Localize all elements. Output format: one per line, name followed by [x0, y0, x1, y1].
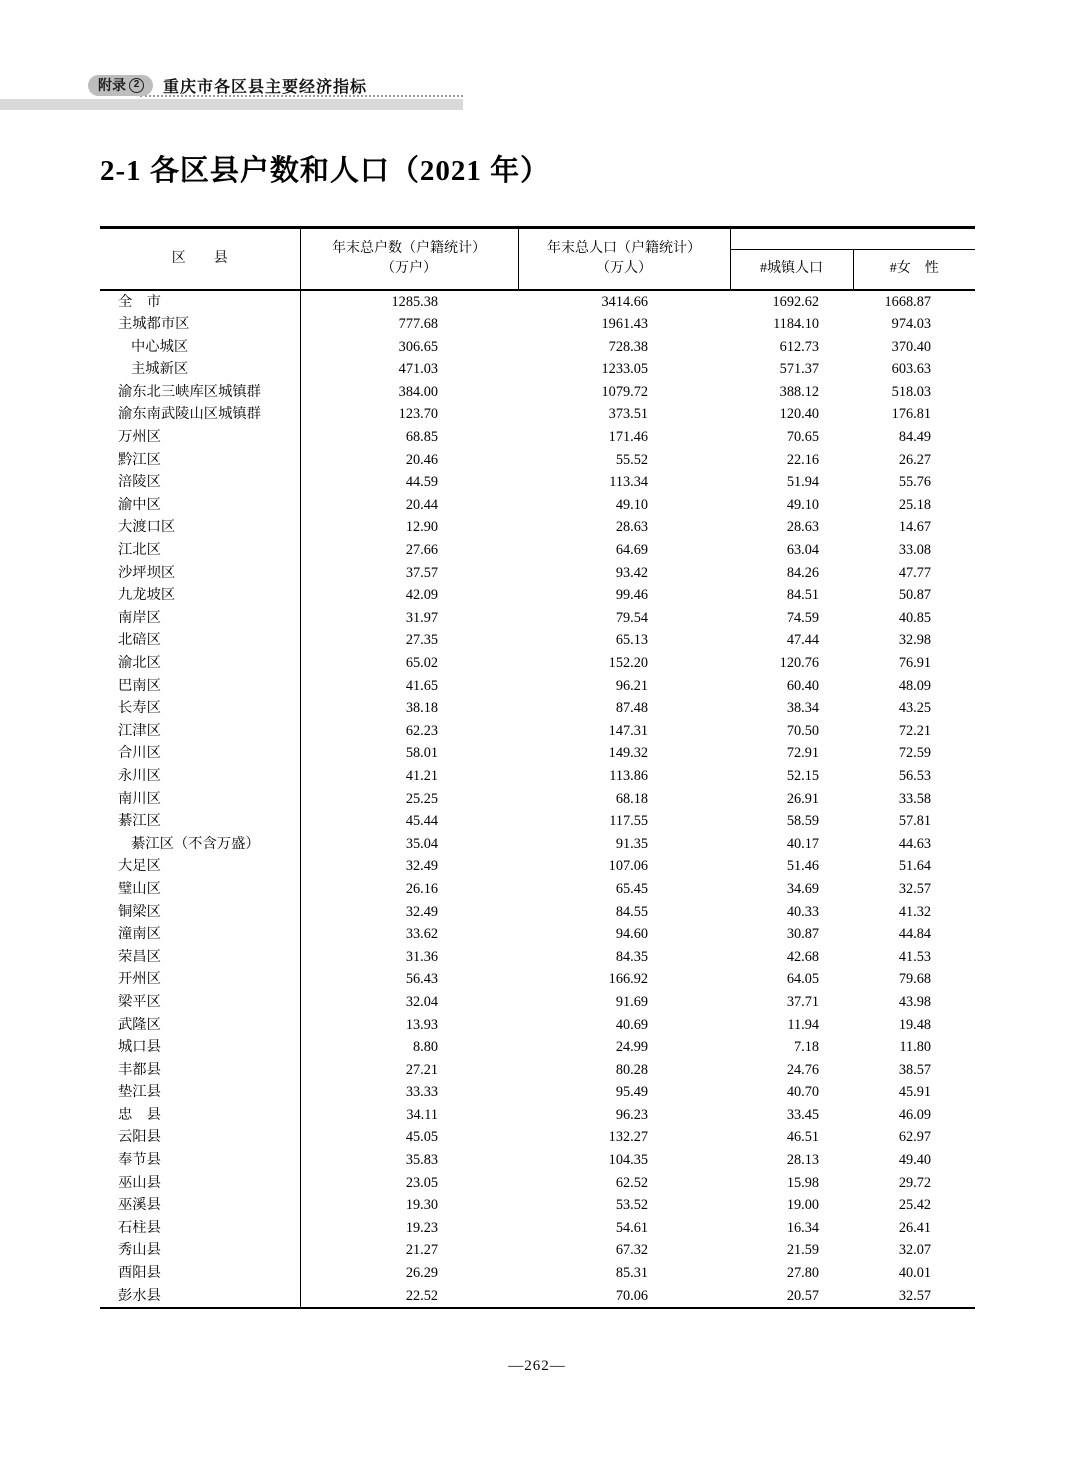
region-name: 江北区	[100, 539, 300, 562]
table-row	[100, 494, 975, 517]
value-cell: 22.52	[405, 1287, 438, 1304]
value-cell: 33.58	[898, 790, 931, 807]
region-name: 渝东南武陵山区城镇群	[100, 403, 300, 426]
value-cell: 104.35	[608, 1152, 648, 1169]
region-name: 南川区	[100, 788, 300, 811]
region-name: 秀山县	[100, 1239, 300, 1262]
population-table	[100, 226, 975, 1309]
value-cell: 43.98	[898, 993, 931, 1010]
table-row	[100, 1081, 975, 1104]
value-cell: 40.01	[898, 1265, 931, 1282]
value-cell: 55.52	[615, 451, 648, 468]
value-cell: 28.13	[786, 1152, 819, 1169]
region-name: 主城都市区	[100, 313, 300, 336]
value-cell: 79.68	[898, 971, 931, 988]
value-cell: 21.59	[786, 1242, 819, 1259]
value-cell: 57.81	[898, 813, 931, 830]
value-cell: 47.44	[786, 632, 819, 649]
value-cell: 96.23	[615, 1106, 648, 1123]
value-cell: 70.50	[786, 722, 819, 739]
value-cell: 37.57	[405, 564, 438, 581]
value-cell: 471.03	[398, 361, 438, 378]
col-header-region-label: 区 县	[171, 250, 228, 266]
value-cell: 70.65	[786, 429, 819, 446]
value-cell: 26.41	[898, 1219, 931, 1236]
value-cell: 3414.66	[601, 293, 648, 310]
value-cell: 25.18	[898, 496, 931, 513]
value-cell: 120.76	[779, 655, 819, 671]
region-name: 忠 县	[100, 1104, 300, 1127]
region-name: 长寿区	[100, 697, 300, 720]
region-name: 璧山区	[100, 878, 300, 901]
value-cell: 32.98	[898, 632, 931, 649]
table-row	[100, 765, 975, 788]
value-cell: 60.40	[786, 677, 819, 694]
region-name: 石柱县	[100, 1217, 300, 1240]
value-cell: 85.31	[615, 1265, 648, 1282]
region-name: 中心城区	[100, 336, 300, 359]
value-cell: 34.11	[406, 1106, 438, 1123]
value-cell: 64.69	[615, 542, 648, 559]
region-name: 垫江县	[100, 1081, 300, 1104]
value-cell: 51.64	[898, 858, 931, 875]
value-cell: 38.57	[898, 1061, 931, 1078]
table-row	[100, 471, 975, 494]
table-header	[100, 228, 975, 290]
value-cell: 32.07	[898, 1242, 931, 1259]
value-cell: 58.01	[405, 745, 438, 762]
subheader-spacer	[730, 228, 975, 250]
value-cell: 603.63	[891, 361, 931, 378]
region-name: 巫溪县	[100, 1194, 300, 1217]
region-name: 荣昌区	[100, 946, 300, 969]
value-cell: 51.46	[786, 858, 819, 875]
value-cell: 40.85	[898, 609, 931, 626]
value-cell: 171.46	[608, 429, 648, 446]
value-cell: 123.70	[398, 406, 438, 423]
value-cell: 41.32	[898, 903, 931, 920]
doc-header	[88, 74, 367, 97]
value-cell: 11.94	[787, 1016, 819, 1033]
value-cell: 99.46	[615, 587, 648, 604]
region-name: 北碚区	[100, 629, 300, 652]
value-cell: 37.71	[786, 993, 819, 1010]
value-cell: 52.15	[786, 767, 819, 784]
value-cell: 152.20	[608, 655, 648, 671]
value-cell: 35.83	[405, 1152, 438, 1169]
table-row	[100, 1217, 975, 1240]
table-header-row-1	[100, 228, 975, 250]
appendix-badge-label: 附录	[98, 77, 126, 94]
value-cell: 113.86	[609, 767, 648, 784]
value-cell: 91.35	[615, 835, 648, 852]
col-header-population-line1: 年末总人口（户籍统计）	[547, 241, 701, 257]
value-cell: 132.27	[608, 1129, 648, 1146]
table-row	[100, 968, 975, 991]
value-cell: 41.21	[405, 767, 438, 784]
table-row	[100, 629, 975, 652]
value-cell: 12.90	[405, 519, 438, 536]
value-cell: 91.69	[615, 993, 648, 1010]
region-name: 丰都县	[100, 1059, 300, 1082]
page-title: 2-1 各区县户数和人口（2021 年）	[100, 155, 551, 187]
col-header-households	[300, 228, 518, 290]
table-row	[100, 358, 975, 381]
value-cell: 38.34	[786, 700, 819, 717]
value-cell: 21.27	[405, 1242, 438, 1259]
value-cell: 24.99	[615, 1039, 648, 1056]
col-header-households-line2: （万户）	[381, 260, 437, 276]
table-row	[100, 1104, 975, 1127]
doc-header-title: 重庆市各区县主要经济指标	[163, 79, 368, 96]
value-cell: 14.67	[898, 519, 931, 536]
region-name: 黔江区	[100, 449, 300, 472]
value-cell: 20.44	[405, 496, 438, 513]
value-cell: 26.27	[898, 451, 931, 468]
table-row	[100, 584, 975, 607]
value-cell: 166.92	[608, 971, 648, 988]
table-row	[100, 742, 975, 765]
region-name: 渝中区	[100, 494, 300, 517]
value-cell: 72.91	[786, 745, 819, 762]
region-name: 沙坪坝区	[100, 562, 300, 585]
region-name: 万州区	[100, 426, 300, 449]
table-row	[100, 290, 975, 314]
value-cell: 68.85	[405, 429, 438, 446]
table-row	[100, 833, 975, 856]
value-cell: 32.49	[405, 903, 438, 920]
table-row	[100, 810, 975, 833]
table-row	[100, 855, 975, 878]
table-row	[100, 1014, 975, 1037]
value-cell: 373.51	[608, 406, 648, 423]
region-name: 酉阳县	[100, 1262, 300, 1285]
region-name: 大足区	[100, 855, 300, 878]
value-cell: 33.08	[898, 542, 931, 559]
table-row	[100, 607, 975, 630]
region-name: 九龙坡区	[100, 584, 300, 607]
value-cell: 62.97	[898, 1129, 931, 1146]
value-cell: 46.51	[786, 1129, 819, 1146]
value-cell: 120.40	[779, 406, 819, 423]
value-cell: 117.55	[609, 813, 648, 830]
table-row	[100, 1036, 975, 1059]
value-cell: 94.60	[615, 926, 648, 943]
table-row	[100, 1059, 975, 1082]
value-cell: 20.46	[405, 451, 438, 468]
value-cell: 26.29	[405, 1265, 438, 1282]
value-cell: 68.18	[615, 790, 648, 807]
value-cell: 51.94	[786, 474, 819, 491]
value-cell: 84.26	[786, 564, 819, 581]
value-cell: 370.40	[891, 338, 931, 355]
value-cell: 26.91	[786, 790, 819, 807]
value-cell: 30.87	[786, 926, 819, 943]
value-cell: 40.69	[615, 1016, 648, 1033]
value-cell: 7.18	[793, 1039, 819, 1056]
table-row	[100, 426, 975, 449]
col-header-population-line2: （万人）	[596, 260, 652, 276]
value-cell: 64.05	[786, 971, 819, 988]
table-row	[100, 697, 975, 720]
table-row	[100, 1239, 975, 1262]
appendix-badge	[88, 75, 153, 96]
table-row	[100, 991, 975, 1014]
region-name: 城口县	[100, 1036, 300, 1059]
value-cell: 176.81	[891, 406, 931, 423]
value-cell: 42.68	[786, 948, 819, 965]
table-row	[100, 946, 975, 969]
value-cell: 65.45	[615, 880, 648, 897]
region-name: 合川区	[100, 742, 300, 765]
table-row	[100, 1285, 975, 1309]
region-name: 大渡口区	[100, 516, 300, 539]
value-cell: 1079.72	[601, 383, 648, 400]
value-cell: 95.49	[615, 1084, 648, 1101]
value-cell: 44.84	[898, 926, 931, 943]
table-row	[100, 403, 975, 426]
value-cell: 38.18	[405, 700, 438, 717]
value-cell: 25.42	[898, 1197, 931, 1214]
region-name: 全 市	[100, 290, 300, 314]
value-cell: 20.57	[786, 1287, 819, 1304]
region-name: 梁平区	[100, 991, 300, 1014]
table-row	[100, 923, 975, 946]
value-cell: 31.36	[405, 948, 438, 965]
value-cell: 27.80	[786, 1265, 819, 1282]
table-row	[100, 1194, 975, 1217]
value-cell: 41.65	[405, 677, 438, 694]
value-cell: 13.93	[405, 1016, 438, 1033]
value-cell: 24.76	[786, 1061, 819, 1078]
table-row	[100, 1172, 975, 1195]
value-cell: 23.05	[405, 1174, 438, 1191]
value-cell: 65.13	[615, 632, 648, 649]
col-header-urban: #城镇人口	[730, 250, 853, 290]
value-cell: 147.31	[608, 722, 648, 739]
value-cell: 45.91	[898, 1084, 931, 1101]
region-name: 永川区	[100, 765, 300, 788]
value-cell: 93.42	[615, 564, 648, 581]
value-cell: 84.55	[615, 903, 648, 920]
value-cell: 54.61	[615, 1219, 648, 1236]
region-name: 渝东北三峡库区城镇群	[100, 381, 300, 404]
table-body	[100, 290, 975, 1309]
value-cell: 27.21	[405, 1061, 438, 1078]
value-cell: 113.34	[609, 474, 648, 491]
table-row	[100, 675, 975, 698]
value-cell: 96.21	[615, 677, 648, 694]
value-cell: 11.80	[899, 1039, 931, 1056]
value-cell: 384.00	[398, 383, 438, 400]
value-cell: 612.73	[779, 338, 819, 355]
value-cell: 27.66	[405, 542, 438, 559]
value-cell: 58.59	[786, 813, 819, 830]
page-number: —262—	[508, 1358, 566, 1374]
value-cell: 63.04	[786, 542, 819, 559]
region-name: 綦江区	[100, 810, 300, 833]
value-cell: 1961.43	[601, 316, 648, 333]
value-cell: 47.77	[898, 564, 931, 581]
table-row	[100, 788, 975, 811]
value-cell: 43.25	[898, 700, 931, 717]
region-name: 江津区	[100, 720, 300, 743]
value-cell: 74.59	[786, 609, 819, 626]
table-row	[100, 1262, 975, 1285]
value-cell: 1184.10	[773, 316, 819, 333]
value-cell: 48.09	[898, 677, 931, 694]
value-cell: 149.32	[608, 745, 648, 762]
value-cell: 26.16	[405, 880, 438, 897]
region-name: 铜梁区	[100, 901, 300, 924]
value-cell: 70.06	[615, 1287, 648, 1304]
value-cell: 50.87	[898, 587, 931, 604]
region-name: 云阳县	[100, 1126, 300, 1149]
value-cell: 72.59	[898, 745, 931, 762]
value-cell: 87.48	[615, 700, 648, 717]
value-cell: 16.34	[786, 1219, 819, 1236]
region-name: 开州区	[100, 968, 300, 991]
value-cell: 34.69	[786, 880, 819, 897]
table-row	[100, 516, 975, 539]
value-cell: 33.33	[405, 1084, 438, 1101]
region-name: 主城新区	[100, 358, 300, 381]
value-cell: 571.37	[779, 361, 819, 378]
value-cell: 35.04	[405, 835, 438, 852]
value-cell: 27.35	[405, 632, 438, 649]
value-cell: 32.57	[898, 1287, 931, 1304]
value-cell: 728.38	[608, 338, 648, 355]
value-cell: 76.91	[898, 655, 931, 671]
region-name: 巴南区	[100, 675, 300, 698]
value-cell: 49.10	[786, 496, 819, 513]
value-cell: 19.48	[898, 1016, 931, 1033]
table-row	[100, 901, 975, 924]
value-cell: 49.40	[898, 1152, 931, 1169]
value-cell: 84.51	[786, 587, 819, 604]
value-cell: 55.76	[898, 474, 931, 491]
value-cell: 19.23	[405, 1219, 438, 1236]
table-row	[100, 878, 975, 901]
value-cell: 974.03	[891, 316, 931, 333]
table-row	[100, 313, 975, 336]
value-cell: 53.52	[615, 1197, 648, 1214]
value-cell: 72.21	[898, 722, 931, 739]
col-header-region	[100, 228, 300, 290]
table-row	[100, 449, 975, 472]
col-header-population	[518, 228, 730, 290]
value-cell: 1233.05	[601, 361, 648, 378]
value-cell: 62.52	[615, 1174, 648, 1191]
region-name: 渝北区	[100, 652, 300, 675]
value-cell: 65.02	[405, 655, 438, 671]
value-cell: 1668.87	[884, 293, 931, 310]
value-cell: 49.10	[615, 496, 648, 513]
value-cell: 19.00	[786, 1197, 819, 1214]
value-cell: 46.09	[898, 1106, 931, 1123]
table-row	[100, 336, 975, 359]
value-cell: 41.53	[898, 948, 931, 965]
value-cell: 62.23	[405, 722, 438, 739]
table-row	[100, 539, 975, 562]
region-name: 彭水县	[100, 1285, 300, 1309]
value-cell: 518.03	[891, 383, 931, 400]
value-cell: 15.98	[786, 1174, 819, 1191]
value-cell: 1692.62	[772, 293, 819, 310]
value-cell: 31.97	[405, 609, 438, 626]
region-name: 涪陵区	[100, 471, 300, 494]
value-cell: 29.72	[898, 1174, 931, 1191]
appendix-badge-number: 2	[129, 78, 144, 93]
value-cell: 33.45	[786, 1106, 819, 1123]
value-cell: 306.65	[398, 338, 438, 355]
region-name: 奉节县	[100, 1149, 300, 1172]
region-name: 南岸区	[100, 607, 300, 630]
value-cell: 28.63	[786, 519, 819, 536]
value-cell: 40.33	[786, 903, 819, 920]
value-cell: 80.28	[615, 1061, 648, 1078]
region-name: 武隆区	[100, 1014, 300, 1037]
value-cell: 1285.38	[391, 293, 438, 310]
table-row	[100, 1149, 975, 1172]
col-header-households-line1: 年末总户数（户籍统计）	[332, 241, 486, 257]
value-cell: 32.57	[898, 880, 931, 897]
value-cell: 40.70	[786, 1084, 819, 1101]
value-cell: 44.59	[405, 474, 438, 491]
region-name: 綦江区（不含万盛）	[100, 833, 300, 856]
value-cell: 25.25	[405, 790, 438, 807]
value-cell: 42.09	[405, 587, 438, 604]
value-cell: 56.53	[898, 767, 931, 784]
table-row	[100, 652, 975, 675]
value-cell: 40.17	[786, 835, 819, 852]
value-cell: 45.44	[405, 813, 438, 830]
value-cell: 22.16	[786, 451, 819, 468]
value-cell: 56.43	[405, 971, 438, 988]
value-cell: 32.04	[405, 993, 438, 1010]
table-row	[100, 1126, 975, 1149]
value-cell: 28.63	[615, 519, 648, 536]
col-header-female: #女 性	[853, 250, 975, 290]
table-row	[100, 562, 975, 585]
value-cell: 79.54	[615, 609, 648, 626]
value-cell: 777.68	[398, 316, 438, 333]
value-cell: 107.06	[608, 858, 648, 875]
value-cell: 19.30	[405, 1197, 438, 1214]
table-row	[100, 381, 975, 404]
value-cell: 33.62	[405, 926, 438, 943]
region-name: 潼南区	[100, 923, 300, 946]
value-cell: 84.49	[898, 429, 931, 446]
table-row	[100, 720, 975, 743]
header-decor-bar	[0, 99, 463, 110]
region-name: 巫山县	[100, 1172, 300, 1195]
value-cell: 388.12	[779, 383, 819, 400]
value-cell: 84.35	[615, 948, 648, 965]
value-cell: 45.05	[405, 1129, 438, 1146]
value-cell: 32.49	[405, 858, 438, 875]
value-cell: 44.63	[898, 835, 931, 852]
value-cell: 8.80	[412, 1039, 438, 1056]
value-cell: 67.32	[615, 1242, 648, 1259]
